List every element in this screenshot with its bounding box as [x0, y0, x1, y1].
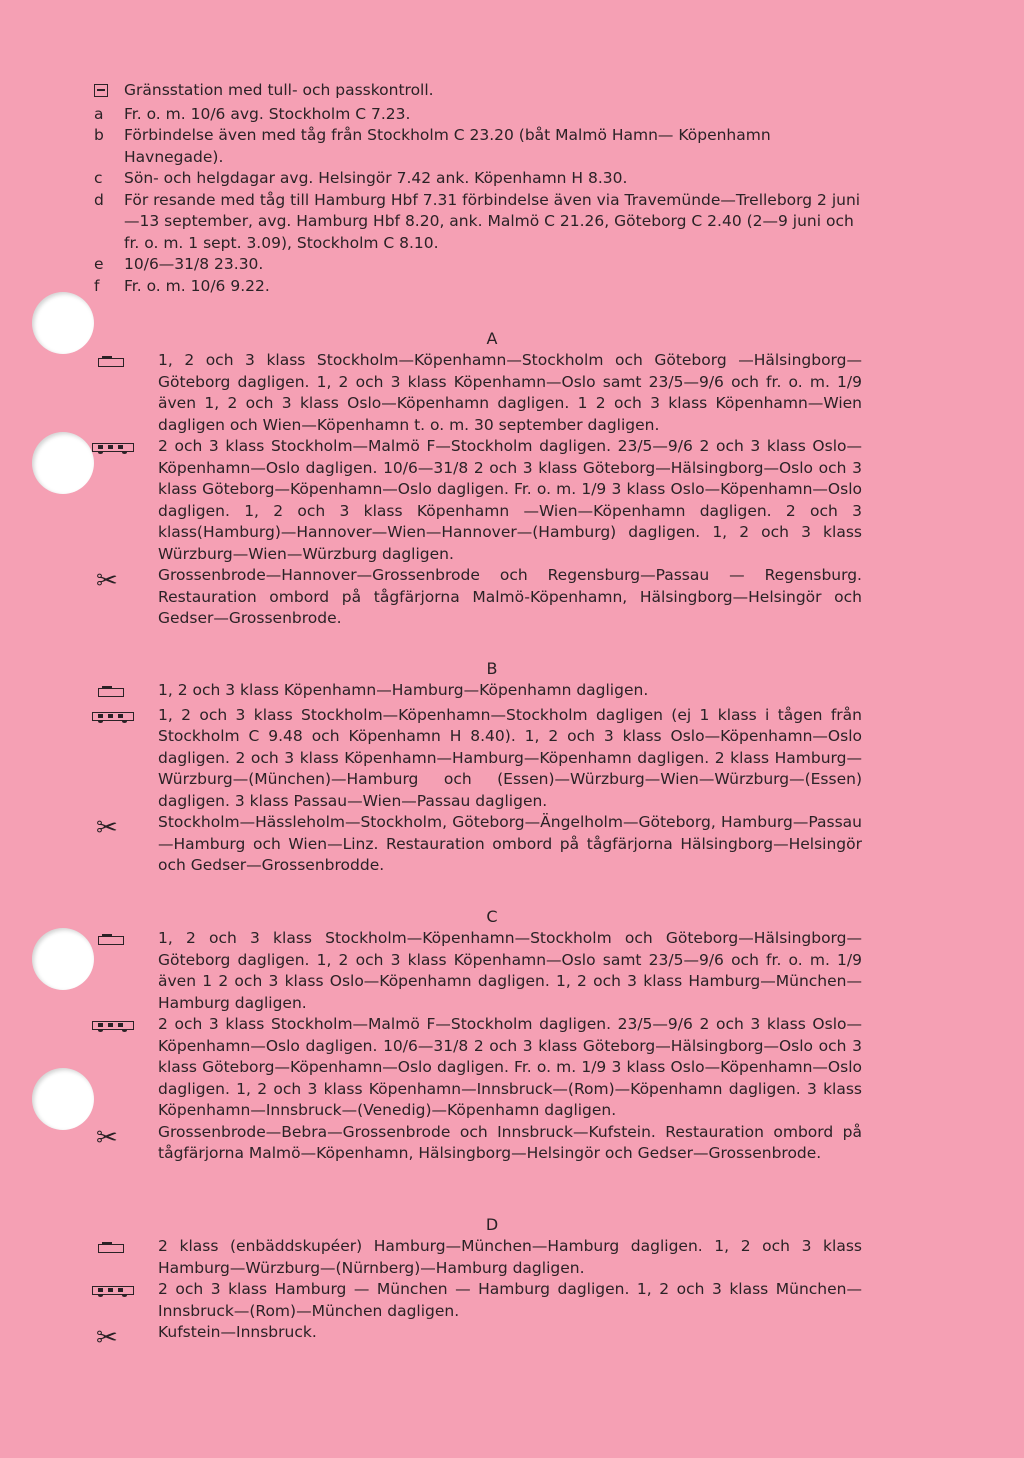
section-d	[92, 1214, 862, 1353]
cutlery-icon: ✂	[96, 1323, 118, 1353]
section-a	[92, 328, 862, 630]
section-heading: C	[486, 907, 498, 926]
couchette-entry: 2 och 3 klass Stockholm—Malmö F—Stockholm dagligen. 23/5—9/6 2 och 3 klass Oslo—Köpenhamn—Oslo dagligen. 10/6—31/8 2 och 3 klass Göteborg—Hälsingborg—Oslo och 3 klass Göteborg—Köpenhamn—Oslo dagligen. Fr. o. m. 1/9 3 klass Oslo—Köpenhamn—Oslo dagligen. 1, 2 och 3 klass Köpenhamn—Innsbruck—(Rom)—Köpenhamn dagligen. 3 klass Köpenhamn—Innsbruck—(Venedig)—Köpenhamn dagligen.	[92, 1014, 862, 1122]
sleeping-car-icon	[98, 934, 124, 946]
punch-hole	[32, 432, 94, 494]
cutlery-icon: ✂	[96, 813, 118, 843]
couchette-entry: 2 och 3 klass Stockholm—Malmö F—Stockholm dagligen. 23/5—9/6 2 och 3 klass Oslo—Köpenhamn—Oslo dagligen. 10/6—31/8 2 och 3 klass Göteborg—Hälsingborg—Oslo och 3 klass Göteborg—Köpenhamn—Oslo dagligen. Fr. o. m. 1/9 3 klass Oslo—Köpenhamn—Oslo dagligen. 1, 2 och 3 klass Köpenhamn —Wien—Köpenhamn dagligen. 2 och 3 klass(Hamburg)—Hannover—Wien—Hannover—(Hamburg) dagligen. 1, 2 och 3 klass Würzburg—Wien—Würzburg dagligen.	[92, 436, 862, 565]
punch-hole	[32, 292, 94, 354]
restaurant-entry: ✂ Grossenbrode—Hannover—Grossenbrode och Regensburg—Passau — Regensburg. Restauration ombord på tågfärjorna Malmö-Köpenhamn, Hälsingborg—Helsingör och Gedser—Grossenbrode.	[96, 566, 862, 627]
section-heading: B	[486, 659, 498, 678]
couchette-entry: 2 och 3 klass Hamburg — München — Hamburg dagligen. 1, 2 och 3 klass München—Innsbruck—(Rom)—München dagligen.	[92, 1279, 862, 1322]
footnote: a Fr. o. m. 10/6 avg. Stockholm C 7.23.	[94, 104, 411, 123]
sleeper-entry: 1, 2 och 3 klass Stockholm—Köpenhamn—Stockholm och Göteborg—Hälsingborg—Göteborg dagligen. 1, 2 och 3 klass Köpenhamn—Oslo samt 23/5—9/6 och fr. o. m. 1/9 även 1 2 och 3 klass Oslo—Köpenhamn dagligen. 1, 2 och 3 klass Hamburg—München—Hamburg dagligen.	[92, 928, 862, 1014]
couchette-car-icon	[92, 442, 134, 454]
section-c	[92, 906, 862, 1165]
footnote: f Fr. o. m. 10/6 9.22.	[94, 276, 270, 295]
couchette-entry: 1, 2 och 3 klass Stockholm—Köpenhamn—Stockholm dagligen (ej 1 klass i tågen från Stockholm C 9.48 och Köpenhamn H 8.40). 1, 2 och 3 klass Oslo—Köpenhamn—Oslo dagligen. 2 och 3 klass Köpenhamn—Hamburg—Köpenhamn dagligen. 2 klass Hamburg—Würzburg—(München)—Hamburg och (Essen)—Würzburg—Wien—Würzburg—(Essen) dagligen. 3 klass Passau—Wien—Passau dagligen.	[92, 705, 862, 813]
punch-hole	[32, 1068, 94, 1130]
footnote: d För resande med tåg till Hamburg Hbf 7.31 förbindelse även via Travemünde—Trelleborg 2 juni—13 september, avg. Hamburg Hbf 8.20, ank. Malmö C 21.26, Göteborg C 2.40 (2—9 juni och fr. o. m. 1 sept. 3.09), Stockholm C 8.10.	[94, 190, 861, 252]
section-heading: A	[486, 329, 498, 348]
footnote-customs: Gränsstation med tull- och passkontroll.	[92, 80, 862, 104]
footnotes	[92, 80, 862, 297]
section-heading: D	[485, 1215, 499, 1234]
couchette-car-icon	[92, 1285, 134, 1297]
punch-hole	[32, 928, 94, 990]
footnote: e 10/6—31/8 23.30.	[94, 255, 264, 273]
sleeping-car-icon	[98, 1242, 124, 1254]
sleeper-entry: 2 klass (enbäddskupéer) Hamburg—München—Hamburg dagligen. 1, 2 och 3 klass Hamburg—Würzburg—(Nürnberg)—Hamburg dagligen.	[92, 1236, 862, 1279]
sleeper-entry: 1, 2 och 3 klass Stockholm—Köpenhamn—Stockholm och Göteborg —Hälsingborg—Göteborg dagligen. 1, 2 och 3 klass Köpenhamn—Oslo samt 23/5—9/6 och fr. o. m. 1/9 även 1, 2 och 3 klass Oslo—Köpenhamn dagligen. 1 2 och 3 klass Köpenhamn—Wien dagligen och Wien—Köpenhamn t. o. m. 30 september dagligen.	[92, 350, 862, 436]
cutlery-icon: ✂	[96, 1122, 118, 1153]
restaurant-entry: ✂ Grossenbrode—Bebra—Grossenbrode och Innsbruck—Kufstein. Restauration ombord på tågfärjorna Malmö—Köpenhamn, Hälsingborg—Helsingör och Gedser—Grossenbrode.	[96, 1122, 862, 1162]
customs-icon	[94, 84, 108, 97]
restaurant-entry: ✂ Stockholm—Hässleholm—Stockholm, Göteborg—Ängelholm—Göteborg, Hamburg—Passau—Hamburg och Wien—Linz. Restauration ombord på tågfärjorna Hälsingborg—Helsingör och Gedser—Grossenbrodde.	[96, 813, 862, 874]
restaurant-entry: ✂ Kufstein—Innsbruck.	[96, 1323, 317, 1353]
sleeper-entry: 1, 2 och 3 klass Köpenhamn—Hamburg—Köpenhamn dagligen.	[92, 680, 862, 705]
sleeping-car-icon	[98, 686, 124, 698]
cutlery-icon: ✂	[96, 566, 118, 596]
sleeping-car-icon	[98, 356, 124, 368]
section-b	[92, 658, 862, 877]
footnote: c Sön- och helgdagar avg. Helsingör 7.42 ank. Köpenhamn H 8.30.	[94, 169, 628, 187]
couchette-car-icon	[92, 711, 134, 723]
couchette-car-icon	[92, 1020, 134, 1032]
footnote: b Förbindelse även med tåg från Stockholm C 23.20 (båt Malmö Hamn— Köpenhamn Havnegade).	[94, 126, 771, 166]
